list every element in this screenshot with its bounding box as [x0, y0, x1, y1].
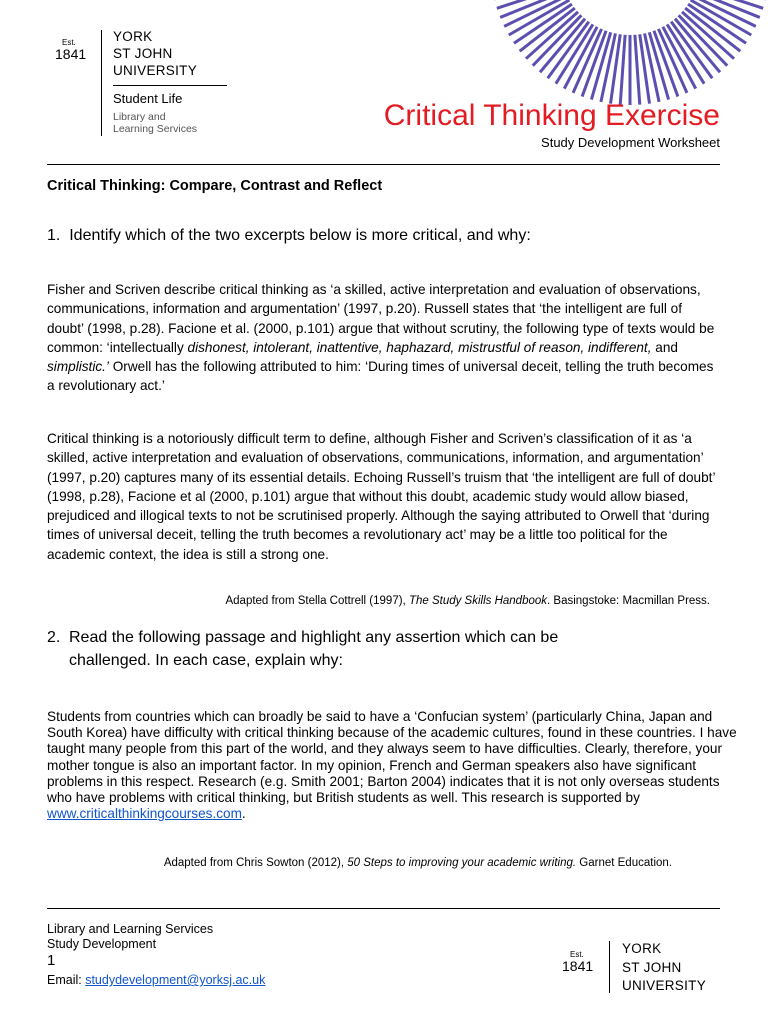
footer-email — [47, 973, 265, 987]
est-label: Est. — [570, 950, 584, 959]
email-link[interactable]: studydevelopment@yorksj.ac.uk — [85, 973, 266, 987]
logo-rule — [113, 85, 227, 86]
university-line: UNIVERSITY — [622, 978, 707, 993]
subdepartment-line: Library and — [113, 111, 166, 123]
section-heading: Critical Thinking: Compare, Contrast and Reflect — [47, 178, 383, 194]
page-number: 1 — [47, 952, 56, 969]
citation-text: . Basingstoke: Macmillan Press. — [547, 595, 710, 607]
citation-work: 50 Steps to improving your academic writing. — [347, 857, 577, 869]
question-text: challenged. In each case, explain why: — [69, 652, 343, 669]
excerpt-2: Critical thinking is a notoriously difficult term to define, although Fisher and Scriven’s classification of it as ‘a skilled, active interpretation and evaluation of observations, communications, information, and argumentation’ (1997, p.20) captures many of its essential details. Echoing Russell’s truism that ‘the intelligent are full of doubt’ (1998, p.28), Facione et al (2000, p.101) argue that without this doubt, academic study would allow biased, prejudiced and illogical texts to not be scrutinised properly. Although the saying attributed to Orwell that ‘during times of universal deceit, telling the truth becomes a revolutionary act’ may be a little too political for the academic context, the idea is still a strong one. — [47, 431, 715, 562]
logo-divider — [609, 941, 610, 993]
university-line: YORK — [622, 941, 662, 956]
excerpt-text: Fisher and Scriven describe critical thinking as ‘a skilled, active interpretation and evaluation of observations, communications, information and argumentation’ (1997, p.20). Russell states that ‘the intelligent are full of doubt’ (1998, p.28). Facione et al. (2000, p.101) argue that without scrutiny, the following type of texts would be common: ‘intellectually — [47, 282, 715, 355]
university-line: ST JOHN — [113, 46, 173, 61]
citation-text: Adapted from Chris Sowton (2012), — [163, 857, 348, 869]
citation-text: Adapted from Stella Cottrell (1997), — [225, 595, 409, 607]
excerpt-1 — [47, 280, 722, 396]
logo-divider — [101, 30, 102, 136]
excerpt-italic: dishonest, intolerant, inattentive, haphazard, mistrustful of reason, indifferent, — [187, 339, 652, 355]
question-2 — [47, 626, 687, 672]
question-text: Identify which of the two excerpts below is more critical, and why: — [69, 227, 531, 244]
source-citation-1 — [225, 595, 710, 607]
excerpt-text: and — [651, 339, 678, 355]
citation-work: The Study Skills Handbook — [408, 595, 548, 607]
sunburst-logo-graphic — [480, 0, 768, 112]
question-1 — [47, 227, 531, 245]
est-year: 1841 — [562, 958, 594, 974]
passage — [47, 709, 737, 822]
footer-department: Library and Learning Services — [47, 922, 214, 936]
header-rule — [47, 164, 720, 165]
university-logo-text — [113, 28, 197, 79]
subdepartment-label — [113, 111, 197, 135]
passage-text: . — [241, 806, 246, 822]
university-line: UNIVERSITY — [113, 63, 198, 78]
est-year: 1841 — [55, 46, 87, 62]
page-subtitle: Study Development Worksheet — [541, 135, 720, 150]
passage-text: Students from countries which can broadly be said to have a ‘Confucian system’ (particularly China, Japan and South Korea) have difficulty with critical thinking because of the academic cultures, found in these countries. I have taught many people from this part of the world, and they always seem to have difficulties. Clearly, therefore, your mother tongue is also an important factor. In my opinion, French and German speakers also have significant problems in this respect. Research (e.g. Smith 2001; Barton 2004) indicates that it is not only overseas students who have problems with critical thinking, but British students as well. This research is supported by — [47, 709, 737, 806]
question-number: 1. — [47, 227, 61, 244]
subdepartment-line: Learning Services — [113, 123, 198, 135]
page-title: Critical Thinking Exercise — [383, 99, 720, 132]
question-number: 2. — [47, 629, 61, 646]
email-label: Email: — [47, 973, 86, 987]
sunburst-ray — [620, 35, 625, 105]
footer-rule — [47, 908, 720, 909]
university-line: YORK — [113, 29, 153, 44]
source-citation-2 — [164, 857, 672, 869]
sunburst-ray — [635, 35, 640, 105]
citation-text: Garnet Education. — [576, 857, 672, 869]
footer-unit: Study Development — [47, 937, 157, 951]
excerpt-italic: simplistic.’ — [47, 359, 109, 375]
course-link[interactable]: www.criticalthinkingcourses.com — [47, 806, 242, 822]
excerpt-text: Orwell has the following attributed to him: ‘During times of universal deceit, telling the truth becomes a revolutionary act.’ — [47, 359, 714, 394]
university-logo-text — [622, 940, 706, 996]
university-line: ST JOHN — [622, 959, 682, 975]
department-label: Student Life — [113, 91, 183, 106]
est-label: Est. — [62, 38, 76, 47]
question-text: Read the following passage and highlight any assertion which can be — [69, 629, 559, 646]
